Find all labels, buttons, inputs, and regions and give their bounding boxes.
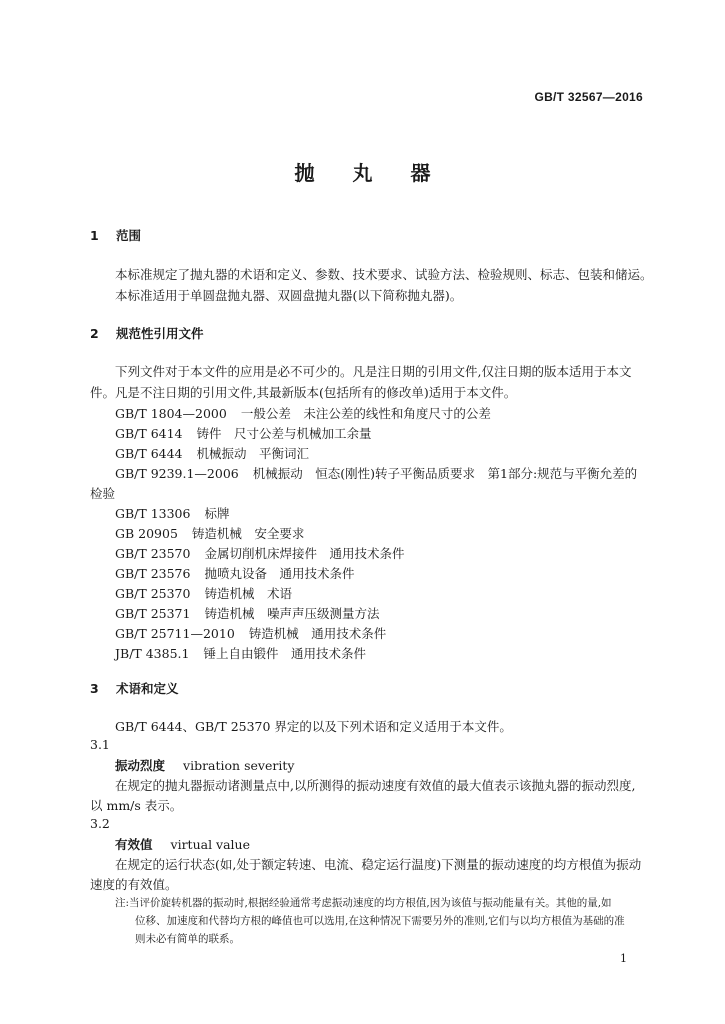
reference-code: GB/T 6444 bbox=[115, 446, 183, 461]
section-2-heading bbox=[90, 324, 204, 342]
note-line-2: 位移、加速度和代替均方根的峰值也可以选用,在这种情况下需要另外的准则,它们与以均方根值为基础的准 bbox=[135, 915, 625, 927]
reference-title: 铸造机械 术语 bbox=[204, 586, 292, 601]
reference-item bbox=[115, 584, 292, 602]
reference-code: GB/T 23576 bbox=[115, 566, 191, 581]
reference-item bbox=[115, 404, 491, 422]
reference-item bbox=[115, 444, 309, 462]
reference-title: 金属切削机床焊接件 通用技术条件 bbox=[204, 546, 405, 561]
term-heading bbox=[115, 756, 294, 774]
reference-item bbox=[115, 424, 372, 442]
reference-code: GB 20905 bbox=[115, 526, 178, 541]
clause-number: 3.1 bbox=[90, 737, 110, 752]
reference-title: 标牌 bbox=[204, 506, 230, 521]
reference-title: 抛喷丸设备 通用技术条件 bbox=[204, 566, 355, 581]
term-definition-line-1: 在规定的运行状态(如,处于额定转速、电流、稳定运行温度)下测量的振动速度的均方根值为振动 bbox=[115, 857, 642, 872]
section-title: 范围 bbox=[116, 228, 142, 243]
page-number: 1 bbox=[620, 952, 627, 965]
references-intro-line-2: 件。凡是不注日期的引用文件,其最新版本(包括所有的修改单)适用于本文件。 bbox=[90, 385, 517, 400]
reference-code: GB/T 25371 bbox=[115, 606, 191, 621]
standard-code: GB/T 32567—2016 bbox=[534, 90, 643, 104]
reference-title: 一般公差 未注公差的线性和角度尺寸的公差 bbox=[240, 406, 491, 421]
reference-item bbox=[115, 644, 366, 662]
reference-code: GB/T 23570 bbox=[115, 546, 191, 561]
reference-title: 铸件 尺寸公差与机械加工余量 bbox=[196, 426, 372, 441]
reference-item bbox=[115, 504, 229, 522]
reference-code: JB/T 4385.1 bbox=[115, 646, 190, 661]
reference-title: 机械振动 平衡词汇 bbox=[196, 446, 310, 461]
reference-item bbox=[115, 464, 637, 482]
reference-item bbox=[115, 544, 404, 562]
section-3-heading bbox=[90, 679, 179, 697]
term-definition-line-1: 在规定的抛丸器振动诸测量点中,以所测得的振动速度有效值的最大值表示该抛丸器的振动烈度, bbox=[115, 778, 636, 793]
terms-intro: GB/T 6444、GB/T 25370 界定的以及下列术语和定义适用于本文件。 bbox=[115, 719, 512, 734]
clause-number: 3.2 bbox=[90, 816, 110, 831]
references-intro-line-1: 下列文件对于本文件的应用是必不可少的。凡是注日期的引用文件,仅注日期的版本适用于本文 bbox=[115, 364, 632, 379]
reference-item bbox=[115, 524, 304, 542]
note-line-3: 则未必有简单的联系。 bbox=[135, 933, 240, 945]
reference-title: 锤上自由锻件 通用技术条件 bbox=[203, 646, 366, 661]
reference-continuation: 检验 bbox=[90, 486, 116, 501]
section-title: 术语和定义 bbox=[116, 681, 179, 696]
reference-code: GB/T 13306 bbox=[115, 506, 191, 521]
reference-title: 机械振动 恒态(刚性)转子平衡品质要求 第1部分:规范与平衡允差的 bbox=[252, 466, 638, 481]
term-definition-line-2: 速度的有效值。 bbox=[90, 877, 178, 892]
term-heading bbox=[115, 835, 250, 853]
term-en: vibration severity bbox=[183, 758, 295, 773]
reference-code: GB/T 9239.1—2006 bbox=[115, 466, 239, 481]
reference-item bbox=[115, 624, 386, 642]
reference-code: GB/T 25711—2010 bbox=[115, 626, 235, 641]
term-definition-line-2: 以 mm/s 表示。 bbox=[90, 798, 183, 813]
page-title: 抛丸器 bbox=[294, 161, 469, 185]
section-number: 2 bbox=[90, 326, 99, 341]
section-1-heading bbox=[90, 226, 141, 244]
reference-item bbox=[115, 564, 354, 582]
section-number: 1 bbox=[90, 228, 99, 243]
section-number: 3 bbox=[90, 681, 99, 696]
term-zh: 有效值 bbox=[115, 837, 153, 852]
reference-code: GB/T 6414 bbox=[115, 426, 183, 441]
reference-title: 铸造机械 噪声声压级测量方法 bbox=[204, 606, 380, 621]
term-zh: 振动烈度 bbox=[115, 758, 166, 773]
scope-paragraph-2: 本标准适用于单圆盘抛丸器、双圆盘抛丸器(以下简称抛丸器)。 bbox=[115, 288, 463, 303]
reference-code: GB/T 25370 bbox=[115, 586, 191, 601]
scope-paragraph-1: 本标准规定了抛丸器的术语和定义、参数、技术要求、试验方法、检验规则、标志、包装和储运。 bbox=[115, 267, 653, 282]
section-title: 规范性引用文件 bbox=[116, 326, 204, 341]
note-line-1: 注:当评价旋转机器的振动时,根据经验通常考虑振动速度的均方根值,因为该值与振动能量有关。其他的量,如 bbox=[115, 897, 612, 909]
reference-title: 铸造机械 通用技术条件 bbox=[248, 626, 387, 641]
reference-code: GB/T 1804—2000 bbox=[115, 406, 227, 421]
reference-item bbox=[115, 604, 379, 622]
reference-title: 铸造机械 安全要求 bbox=[191, 526, 305, 541]
term-en: virtual value bbox=[170, 837, 251, 852]
